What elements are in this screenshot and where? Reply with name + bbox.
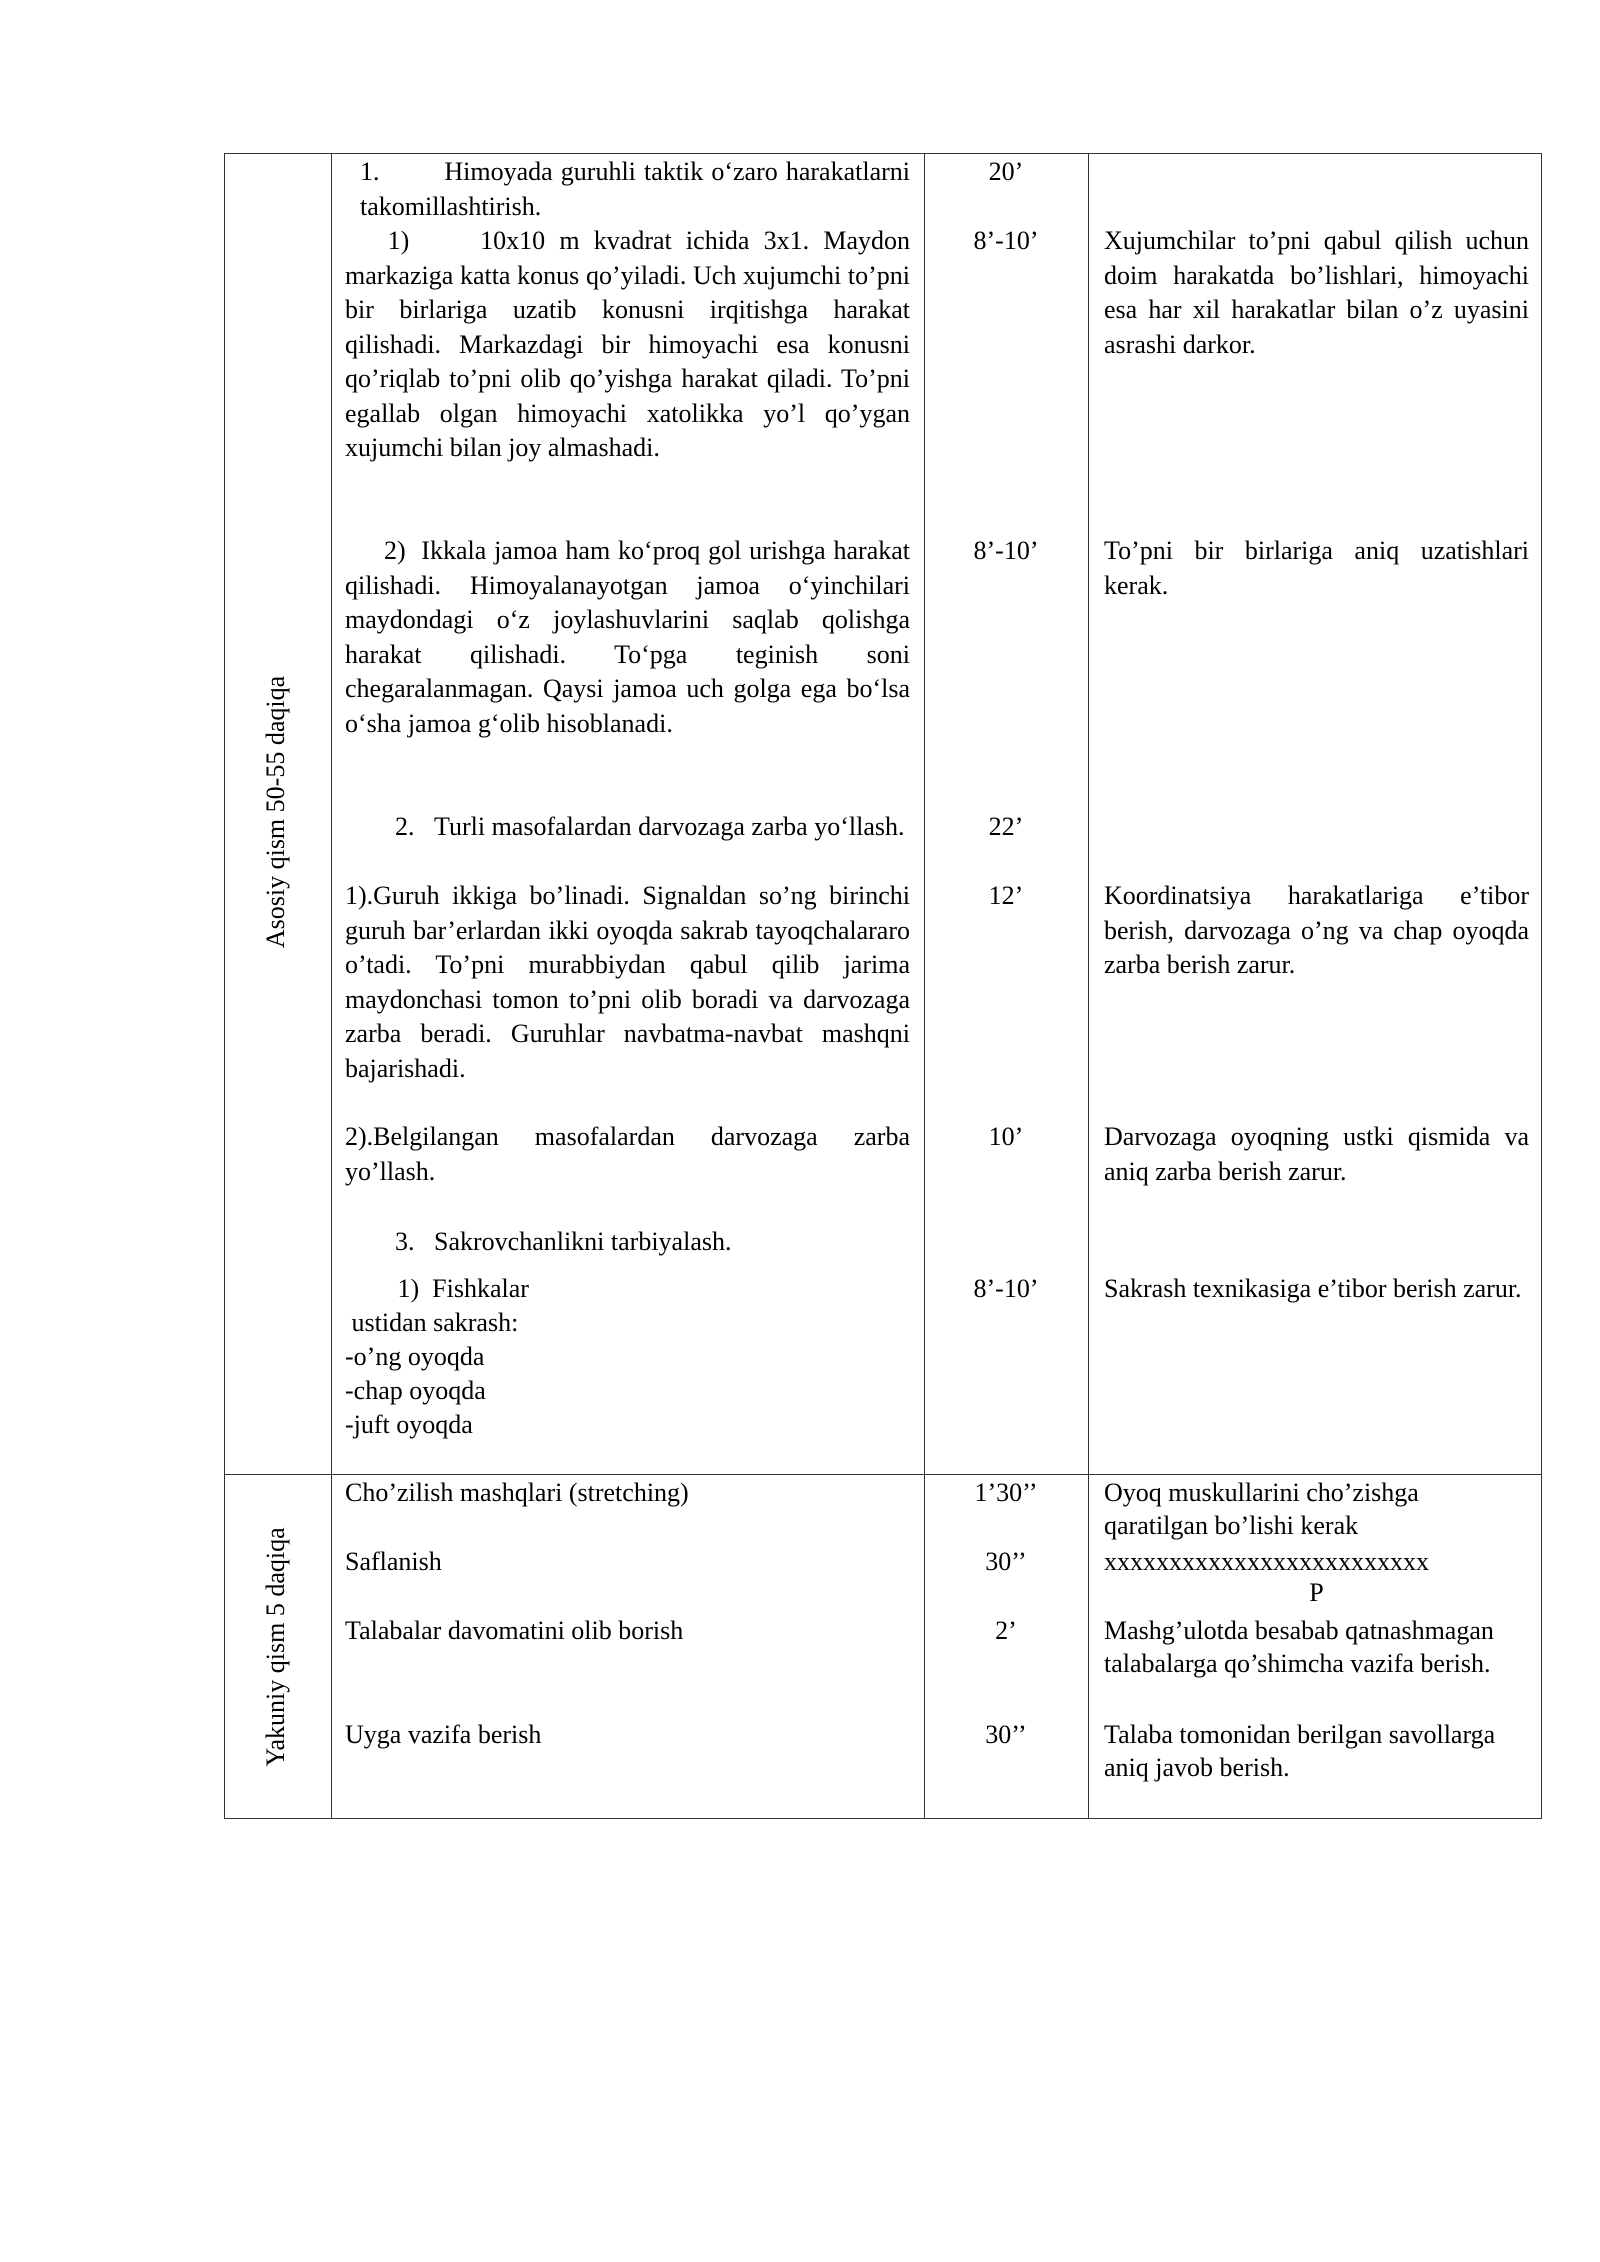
note-exercise-1-2: To’pni bir birlariga aniq uzatishlari kerak. — [1104, 536, 1529, 600]
column-divider-1 — [331, 153, 332, 1819]
note-final-2: xxxxxxxxxxxxxxxxxxxxxxxxx — [1104, 1547, 1429, 1576]
task-exercise-3-1-line-3: -chap oyoqda — [345, 1376, 486, 1405]
note-exercise-3-1: Sakrash texnikasiga e’tibor berish zarur. — [1104, 1274, 1522, 1303]
task-exercise-2-1: 1).Guruh ikkiga bo’linadi. Signaldan so’ng birinchi guruh bar’erlardan ikki oyoqda sakrab tayoqchalararo o’tadi. To’pni murabbiydan qabul qilib jarima maydonchasi tomon to’pni olib boradi va darvozaga zarba beradi. Guruhlar navbatma-navbat mashqni bajarishadi. — [345, 881, 910, 1083]
column-divider-2 — [924, 153, 925, 1819]
time-heading-1: 20’ — [988, 157, 1024, 186]
task-exercise-1-1: 1) 10x10 m kvadrat ichida 3x1. Maydon markaziga katta konus qo’yiladi. Uch xujumchi to’pni bir birlariga uzatib konusni irqitishga harakat qilishadi. Markazdagi bir himoyachi esa konusni qo’riqlab to’pni olib qo’yishga harakat qiladi. To’pni egallab olgan himoyachi xatolikka yo’l qo’ygan xujumchi bilan joy almashadi. — [345, 226, 910, 462]
task-exercise-3-1-line-4: -juft oyoqda — [345, 1410, 473, 1439]
time-final-1: 1’30’’ — [974, 1478, 1038, 1507]
note-exercise-1-1: Xujumchilar to’pni qabul qilish uchun doim harakatda bo’lishlari, himoyachi esa har xil harakatlar bilan o’z uyasini asrashi darkor. — [1104, 226, 1529, 359]
section-label-main: Asosiy qism 50-55 daqiqa — [261, 675, 290, 949]
time-exercise-3-1: 8’-10’ — [973, 1274, 1039, 1303]
time-final-3: 2’ — [995, 1616, 1017, 1645]
time-exercise-2-1: 12’ — [988, 881, 1024, 910]
time-heading-2: 22’ — [988, 812, 1024, 841]
section-divider — [224, 1474, 1542, 1475]
task-final-1: Cho’zilish mashqlari (stretching) — [345, 1478, 689, 1507]
note-final-3: Mashg’ulotda besabab qatnashmagan talabalarga qo’shimcha vazifa berish. — [1104, 1616, 1494, 1678]
time-exercise-2-2: 10’ — [988, 1122, 1024, 1151]
time-exercise-1-1: 8’-10’ — [973, 226, 1039, 255]
table-right-border — [1541, 153, 1542, 1819]
note-exercise-2-1: Koordinatsiya harakatlariga e’tibor berish, darvozaga o’ng va chap oyoqda zarba berish zarur. — [1104, 881, 1529, 979]
task-heading-2: 2. Turli masofalardan darvozaga zarba yo‘llash. — [395, 812, 905, 841]
table-left-border — [224, 153, 225, 1819]
time-final-4: 30’’ — [985, 1720, 1027, 1749]
task-final-3: Talabalar davomatini olib borish — [345, 1616, 684, 1645]
note-final-2-mark: P — [1309, 1578, 1324, 1607]
task-exercise-3-1-line-2: -o’ng oyoqda — [345, 1342, 485, 1371]
task-exercise-2-2: 2).Belgilangan masofalardan darvozaga zarba yo’llash. — [345, 1122, 910, 1186]
task-heading-3: 3. Sakrovchanlikni tarbiyalash. — [395, 1227, 732, 1256]
table-bottom-border — [224, 1818, 1542, 1819]
time-final-2: 30’’ — [985, 1547, 1027, 1576]
task-exercise-1-2: 2) Ikkala jamoa ham ko‘proq gol urishga harakat qilishadi. Himoyalanayotgan jamoa o‘yinchilari maydondagi o‘z joylashuvlarini saqlab qolishga harakat qilishadi. To‘pga teginish soni chegaralanmagan. Qaysi jamoa uch golga ega bo‘lsa o‘sha jamoa g‘olib hisoblanadi. — [345, 536, 910, 738]
task-exercise-3-1: 1) Fishkalar — [378, 1274, 529, 1303]
time-exercise-1-2: 8’-10’ — [973, 536, 1039, 565]
column-divider-3 — [1088, 153, 1089, 1819]
task-final-2: Saflanish — [345, 1547, 442, 1576]
section-label-final: Yakuniy qism 5 daqiqa — [261, 1527, 290, 1767]
table-top-border — [224, 153, 1542, 154]
note-exercise-2-2: Darvozaga oyoqning ustki qismida va aniq zarba berish zarur. — [1104, 1122, 1529, 1186]
task-final-4: Uyga vazifa berish — [345, 1720, 542, 1749]
note-final-1: Oyoq muskullarini cho’zishga qaratilgan bo’lishi kerak — [1104, 1478, 1419, 1540]
task-exercise-3-1-line-1: ustidan sakrash: — [345, 1308, 519, 1337]
note-final-4: Talaba tomonidan berilgan savollarga aniq javob berish. — [1104, 1720, 1496, 1782]
task-heading-1: 1. Himoyada guruhli taktik o‘zaro harakatlarni takomillashtirish. — [360, 157, 910, 221]
